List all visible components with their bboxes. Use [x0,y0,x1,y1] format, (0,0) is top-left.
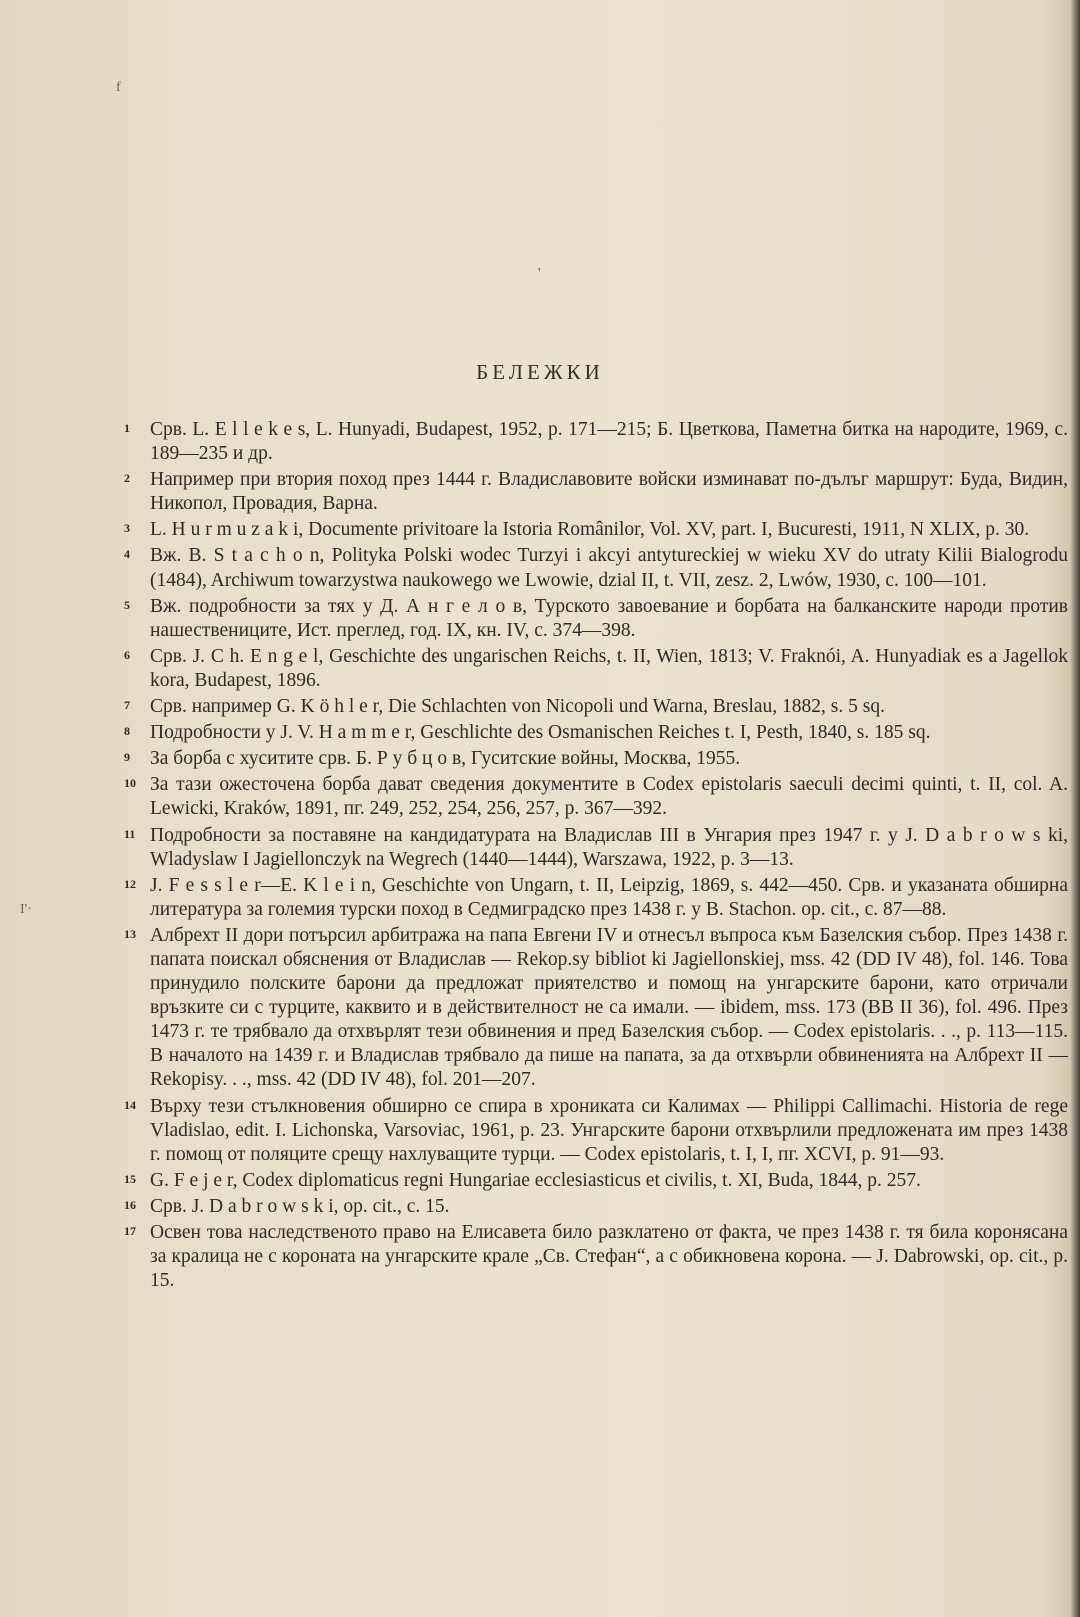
endnote-number: 2 [124,471,130,486]
endnote-text: Албрехт II дори потърсил арбитража на папа Евгени IV и отнесъл въпроса към Базелския събор. През 1438 г. папата поискал обяснения от Владислав — Rekop.sy bibliot ki Jagiellonskiej, mss. 42 (DD IV 48), fol. 146. Това принудило полските барони да предложат приятелство и помощ на унгарските барони, като отричали връзките си с турците, каквито и в действителност не са имали. — ibidem, mss. 173 (BB II 36), fol. 496. През 1473 г. те трябвало да отхвърлят тези обвинения и пред Базелския събор. — Codex epistolaris. . ., p. 113—115. В началото на 1439 г. и Владислав трябвало да пише на папата, за да отхвърли обвиненията на Албрехт II — Rekopisy. . ., mss. 42 (DD IV 48), fol. 201—207. [150,924,1068,1091]
endnote-number: 3 [124,521,130,536]
endnote-text: J. F e s s l e r—E. K l e i n, Geschichte von Ungarn, t. II, Leipzig, 1869, s. 442—450. Срв. и указаната обширна литература за големия турски поход в Седмиградско през 1438 г. у B. Stachon. op. cit., c. 87—88. [150,874,1068,920]
page-edge-shadow [1070,0,1080,1617]
margin-mark: I'· [20,902,32,917]
endnote-16 [124,1193,1068,1219]
endnote-number: 12 [124,876,136,891]
endnote-number: 17 [124,1224,136,1238]
endnote-number: 4 [124,547,130,562]
endnote-9 [124,745,1068,771]
endnote-text: Например при втория поход през 1444 г. Владиславовите войски изминават по-дълъг маршрут: Буда, Видин, Никопол, Провадия, Варна. [150,469,1068,515]
endnote-text: G. F e j e r, Codex diplomaticus regni Hungariae ecclesiasticus et civilis, t. XI, Buda, 1844, p. 257. [150,1169,921,1191]
endnote-15 [124,1167,1068,1193]
endnote-7 [124,693,1068,719]
endnote-text: Срв. J. C h. E n g e l, Geschichte des ungarischen Reichs, t. II, Wien, 1813; V. Fraknói, A. Hunyadiak es a Jagellok kora, Budapest, 1896. [150,645,1068,691]
endnote-text: Срв. например G. K ö h l e r, Die Schlachten von Nicopoli und Warna, Breslau, 1882, s. 5 sq. [150,696,885,718]
endnote-number: 15 [124,1171,136,1186]
page-title: БЕЛЕЖКИ [476,360,604,384]
endnote-17 [124,1219,1068,1293]
endnote-5 [124,593,1068,643]
endnote-text: Подробности за поставяне на кандидатурата на Владислав III в Унгария през 1947 г. у J. D a b r o w s ki, Wladyslaw I Jagiellonczyk na Wegrech (1440—1444), Warszawa, 1922, p. 3—13. [150,824,1068,870]
endnote-number: 5 [124,597,130,612]
endnote-6 [124,643,1068,693]
endnote-number: 6 [124,647,130,662]
endnote-number: 11 [124,826,136,841]
endnote-number: 9 [124,750,130,765]
endnote-11 [124,822,1068,872]
endnote-8 [124,719,1068,745]
endnote-10 [124,771,1068,821]
endnote-4 [124,542,1068,592]
endnote-12 [124,872,1068,922]
endnote-text: За борба с хуситите срв. Б. Р у б ц о в, Гуситские войны, Москва, 1955. [150,748,741,770]
endnote-number: 14 [124,1097,136,1112]
endnote-number: 8 [124,724,130,739]
margin-mark: f [116,80,121,95]
endnote-number: 16 [124,1197,136,1212]
endnote-14 [124,1093,1068,1167]
endnote-text: L. H u r m u z a k i, Documente privitoare la Istoria Românilor, Vol. XV, part. I, Bucuresti, 1911, N XLIX, p. 30. [150,519,1030,541]
endnote-text: Вж. подробности за тях у Д. А н г е л о в, Турското завоевание и борбата на балканските народи против нашествениците, Ист. преглед, год. IX, кн. IV, с. 374—398. [150,595,1068,641]
endnote-text: Освен това наследственото право на Елисавета било разклатено от факта, че през 1438 г. тя била коронясана за кралица не с короната на унгарските крале „Св. Стефан“, а с обикновена корона. — J. Dabrowski, op. cit., p. 15. [150,1222,1068,1292]
endnote-number: 7 [124,698,130,713]
endnote-3 [124,516,1068,542]
endnote-text: Вж. B. S t a c h o n, Polityka Polski wodec Turzyi i akcyi antytureckiej w wieku XV do utraty Kilii Bialogrodu (1484), Archiwum towarzystwa naukowego we Lwowie, dzial II, t. VII, zesz. 2, Lwów, 1930, c. 100—101. [150,545,1068,591]
endnote-text: Подробности у J. V. H a m m e r, Geschlichte des Osmanischen Reiches t. I, Pesth, 1840, s. 185 sq. [150,722,931,744]
margin-mark: ' [538,266,541,281]
endnote-1 [124,416,1068,466]
endnote-text: Върху тези стълкновения обширно се спира в хрониката си Калимах — Philippi Callimachi. Historia de rege Vladislao, edit. I. Lichonska, Varsoviac, 1961, p. 23. Унгарските барони отхвърлили предложената им през 1438 г. помощ от поляците срещу нахлуващите турци. — Codex epistolaris, t. I, I, пг. XCVI, p. 91—93. [150,1095,1068,1165]
endnotes-list [124,416,1068,1293]
endnote-2 [124,466,1068,516]
endnote-number: 13 [124,926,136,941]
endnote-text: Срв. J. D a b r o w s k i, op. cit., c. 15. [150,1195,450,1217]
endnote-text: Срв. L. E l l e k e s, L. Hunyadi, Budapest, 1952, p. 171—215; Б. Цветкова, Паметна битка на народите, 1969, с. 189—235 и др. [150,419,1068,465]
endnote-13 [124,922,1068,1093]
endnote-number: 10 [124,776,136,791]
endnote-number: 1 [124,421,130,435]
endnote-text: За тази ожесточена борба дават сведения документите в Codex epistolaris saeculi decimi quinti, t. II, col. A. Lewicki, Kraków, 1891, пг. 249, 252, 254, 256, 257, p. 367—392. [150,774,1068,820]
